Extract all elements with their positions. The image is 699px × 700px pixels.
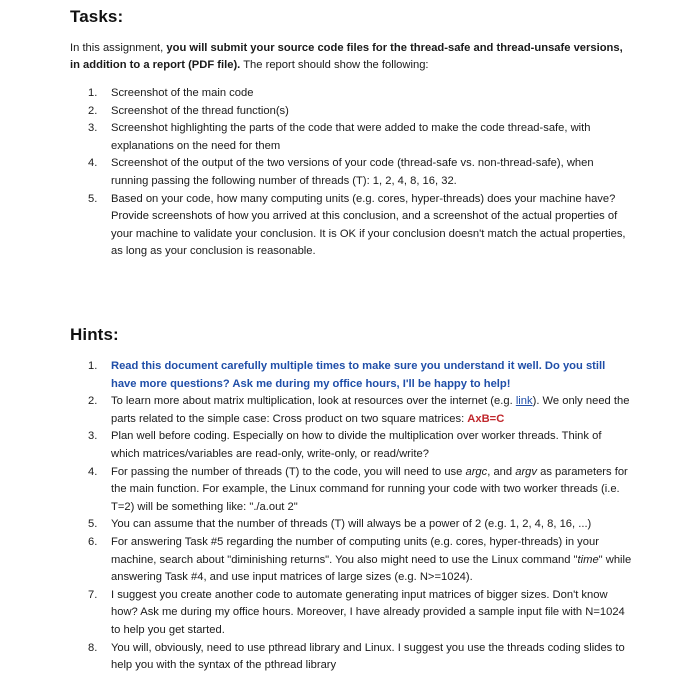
list-number: 7. — [88, 588, 98, 601]
hint-text: I suggest you create another code to automate generating input matrices of bigger sizes. Don't know how? Ask me during my office hours. Moreover, I have already provided a sample input file with N=1024 to help you get started. — [111, 588, 625, 636]
task-text: Screenshot highlighting the parts of the code that were added to make the code thread-safe, with explanations on the need for them — [111, 122, 591, 152]
hint-text: You can assume that the number of threads (T) will always be a power of 2 (e.g. 1, 2, 4, 8, 16, ...) — [111, 518, 592, 531]
hint-text: Plan well before coding. Especially on how to divide the multiplication over worker threads. Think of which matrices/variables are read-only, write-only, or read/write? — [111, 430, 602, 460]
list-number: 2. — [88, 104, 98, 117]
task-item — [88, 103, 633, 121]
list-number: 3. — [88, 122, 98, 135]
hint-item — [88, 358, 633, 393]
list-number: 5. — [88, 518, 98, 531]
hint-item — [88, 587, 633, 640]
list-number: 8. — [88, 641, 98, 654]
hint-text: For passing the number of threads (T) to the code, you will need to use — [111, 465, 466, 478]
tasks-heading: Tasks: — [70, 7, 124, 26]
hint-text: , and — [487, 465, 516, 478]
list-number: 1. — [88, 360, 98, 372]
task-text: Screenshot of the output of the two versions of your code (thread-safe vs. non-thread-safe), when running passing the following number of threads (T): 1, 2, 4, 8, 16, 32. — [111, 157, 594, 187]
hint-text: For answering Task #5 regarding the number of computing units (e.g. cores, hyper-threads) in your machine, search about "diminishing returns". You also might need to use the Linux command " — [111, 535, 599, 566]
task-item — [88, 85, 633, 103]
hint-item — [88, 640, 633, 675]
argc-term: argc — [465, 465, 488, 478]
hints-list — [88, 358, 633, 675]
hint-item — [88, 464, 633, 517]
hint-text: You will, obviously, need to use pthread library and Linux. I suggest you use the threads coding slides to help you with the syntax of the pthread library — [111, 641, 625, 672]
task-text: Based on your code, how many computing units (e.g. cores, hyper-threads) does your machine have? Provide screenshots of how you arrived at this conclusion, and a screenshot of the actual properties of your machine to validate your conclusion. It is OK if your conclusion doesn't match the actual properties, as long as your conclusion is reasonable. — [111, 192, 626, 258]
intro-text-a: In this assignment, — [70, 42, 167, 54]
task-item — [88, 155, 633, 190]
task-text: Screenshot of the thread function(s) — [111, 104, 289, 117]
formula-highlight: AxB=C — [467, 412, 505, 425]
intro-text-c: The report should show the following: — [240, 59, 429, 71]
hint-text: To learn more about matrix multiplication, look at resources over the internet (e.g. — [111, 395, 516, 408]
hint-text: " while answering Task #4, and use input matrices of large sizes (e.g. N>=1024). — [111, 553, 632, 584]
task-text: Screenshot of the main code — [111, 87, 254, 99]
hint-item — [88, 534, 633, 587]
intro-text-bold: you will submit your source code files for the thread-safe and thread-unsafe versions, in addition to a report (PDF file). — [70, 42, 623, 71]
argv-term: argv — [515, 465, 537, 478]
task-item — [88, 120, 633, 155]
hint-item — [88, 428, 633, 463]
hint-text-highlight: Read this document carefully multiple times to make sure you understand it well. Do you still have more questions? Ask me during my office hours, I'll be happy to help! — [111, 360, 606, 390]
hint-text: ). We only need the parts related to the simple case: Cross product on two square matrices: — [111, 395, 630, 425]
resource-link[interactable]: link — [515, 395, 533, 408]
hint-item — [88, 393, 633, 428]
tasks-list — [88, 85, 633, 261]
list-number: 2. — [88, 395, 98, 408]
task-item — [88, 191, 633, 261]
time-term: time — [577, 553, 599, 566]
list-number: 5. — [88, 192, 98, 205]
hint-item — [88, 516, 633, 534]
list-number: 6. — [88, 535, 98, 548]
list-number: 4. — [88, 157, 98, 170]
list-number: 1. — [88, 87, 98, 99]
list-number: 4. — [88, 465, 98, 478]
tasks-intro — [70, 40, 630, 74]
list-number: 3. — [88, 430, 98, 443]
hint-text: as parameters for the main function. For example, the Linux command for running your code with two worker threads (i.e. T=2) will be something like: "./a.out 2" — [111, 465, 628, 513]
hints-heading: Hints: — [70, 325, 119, 344]
